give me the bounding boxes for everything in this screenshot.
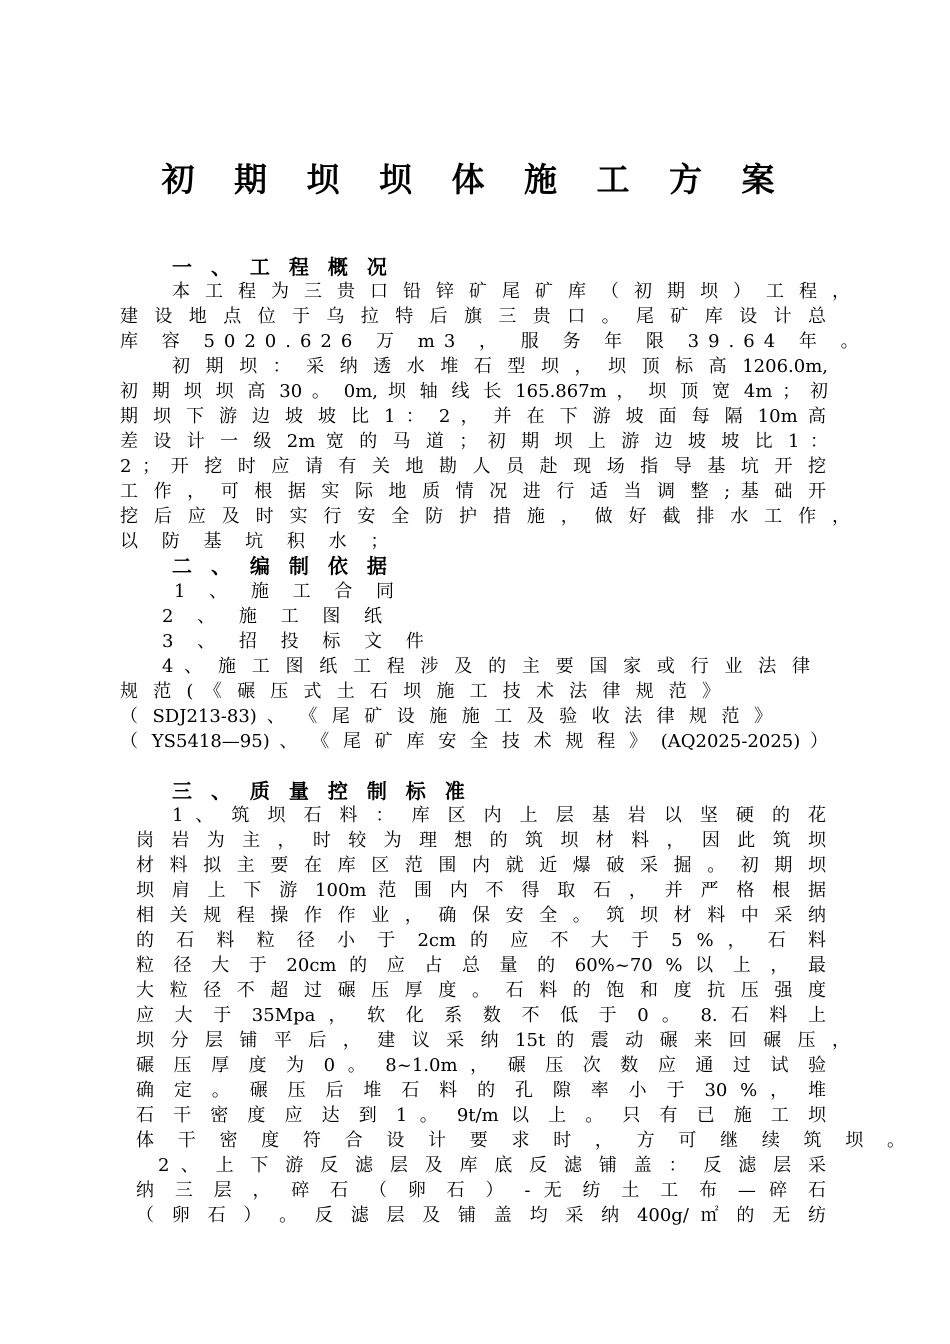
paragraph-line: 库 容 5020.626 万 m3 ， 服 务 年 限 39.64 年 。 <box>120 331 868 352</box>
paragraph-line: 碾 压 厚 度 为 0 。 8~1.0m ， 碾 压 次 数 应 通 过 试 验 <box>136 1055 826 1076</box>
paragraph-line: 确 定 。 碾 压 后 堆 石 料 的 孔 隙 率 小 于 30 % ， 堆 <box>136 1080 826 1101</box>
section-heading-quality: 三 、 质 量 控 制 标 准 <box>172 779 471 803</box>
paragraph-line: 差 设 计 一 级 2m 宽 的 马 道 ； 初 期 坝 上 游 边 坡 坡 比 1 ： <box>120 431 828 452</box>
paragraph-line: （ 卵 石 ） 。 反 滤 层 及 铺 盖 均 采 纳 400g/ ㎡ 的 无 纺 <box>136 1205 826 1226</box>
paragraph-line: 2 、 上 下 游 反 滤 层 及 库 底 反 滤 铺 盖 ： 反 滤 层 采 <box>158 1155 826 1176</box>
list-item: 3 、 招 投 标 文 件 <box>162 631 433 652</box>
paragraph-line: 坝 肩 上 下 游 100m 范 围 内 不 得 取 石 ， 并 严 格 根 据 <box>136 880 826 901</box>
paragraph-line: 建 设 地 点 位 于 乌 拉 特 后 旗 三 贵 口 。 尾 矿 库 设 计 总 <box>120 306 826 327</box>
list-item: 规 范 ( 《 碾 压 式 土 石 坝 施 工 技 术 法 律 规 范 》 <box>120 681 720 702</box>
section-heading-overview: 一 、 工 程 概 况 <box>172 255 393 279</box>
paragraph-line: 相 关 规 程 操 作 作 业 ， 确 保 安 全 。 筑 坝 材 料 中 采 纳 <box>136 905 826 926</box>
paragraph-line: 大 粒 径 不 超 过 碾 压 厚 度 。 石 料 的 饱 和 度 抗 压 强 度 <box>136 980 826 1001</box>
paragraph-line: 期 坝 下 游 边 坡 坡 比 1 ： 2 ， 并 在 下 游 坡 面 每 隔 10m 高 <box>120 406 826 427</box>
paragraph-line: 初 期 坝 ： 采 纳 透 水 堆 石 型 坝 ， 坝 顶 标 高 1206.0m, <box>172 356 828 377</box>
paragraph-line: 石 干 密 度 应 达 到 1 。 9t/m 以 上 。 只 有 已 施 工 坝 <box>136 1105 826 1126</box>
paragraph-line: 应 大 于 35Mpa ， 软 化 系 数 不 低 于 0 。 8. 石 料 上 <box>136 1005 826 1026</box>
paragraph-line: 2 ； 开 挖 时 应 请 有 关 地 勘 人 员 赴 现 场 指 导 基 坑 开 挖 <box>120 456 826 477</box>
list-item: 1 、 施 工 合 同 <box>174 581 404 602</box>
paragraph-line: 岗 岩 为 主 ， 时 较 为 理 想 的 筑 坝 材 料 ， 因 此 筑 坝 <box>136 830 826 851</box>
paragraph-line: 工 作 ， 可 根 据 实 际 地 质 情 况 进 行 适 当 调 整 ; 基 础 开 <box>120 481 826 502</box>
paragraph-line: 材 料 拟 主 要 在 库 区 范 围 内 就 近 爆 破 采 掘 。 初 期 坝 <box>136 855 826 876</box>
paragraph-line: 初 期 坝 坝 高 30 。 0m, 坝 轴 线 长 165.867m ， 坝 顶 宽 4m ； 初 <box>120 381 828 402</box>
paragraph-line: 粒 径 大 于 20cm 的 应 占 总 量 的 60%~70 % 以 上 ， 最 <box>136 955 826 976</box>
list-item: 2 、 施 工 图 纸 <box>162 606 392 627</box>
list-item: （ YS5418—95) 、 《 尾 矿 库 安 全 技 术 规 程 》 (AQ2025-2025) ） <box>120 731 828 752</box>
paragraph-line: 纳 三 层 ， 碎 石 （ 卵 石 ） - 无 纺 土 工 布 — 碎 石 <box>136 1180 826 1201</box>
paragraph-line: 挖 后 应 及 时 实 行 安 全 防 护 措 施 ， 做 好 截 排 水 工 作 ， <box>120 506 850 527</box>
paragraph-line: 本 工 程 为 三 贵 口 铅 锌 矿 尾 矿 库 （ 初 期 坝 ） 工 程 ， <box>172 281 850 302</box>
document-title: 初 期 坝 坝 体 施 工 方 案 <box>161 160 789 199</box>
paragraph-line: 1 、 筑 坝 石 料 ： 库 区 内 上 层 基 岩 以 坚 硬 的 花 <box>172 805 826 826</box>
paragraph-line: 坝 分 层 铺 平 后 ， 建 议 采 纳 15t 的 震 动 碾 来 回 碾 压 ， <box>136 1030 850 1051</box>
list-item: （ SDJ213-83) 、 《 尾 矿 设 施 施 工 及 验 收 法 律 规 范 》 <box>120 706 772 727</box>
paragraph-line: 的 石 料 粒 径 小 于 2cm 的 应 不 大 于 5 % ， 石 料 <box>136 930 826 951</box>
paragraph-line: 体 干 密 度 符 合 设 计 要 求 时 ， 方 可 继 续 筑 坝 。 <box>136 1130 914 1151</box>
paragraph-line: 以 防 基 坑 积 水 ； <box>120 531 398 552</box>
list-item: 4 、 施 工 图 纸 工 程 涉 及 的 主 要 国 家 或 行 业 法 律 <box>162 656 810 677</box>
section-heading-basis: 二 、 编 制 依 据 <box>172 554 393 578</box>
